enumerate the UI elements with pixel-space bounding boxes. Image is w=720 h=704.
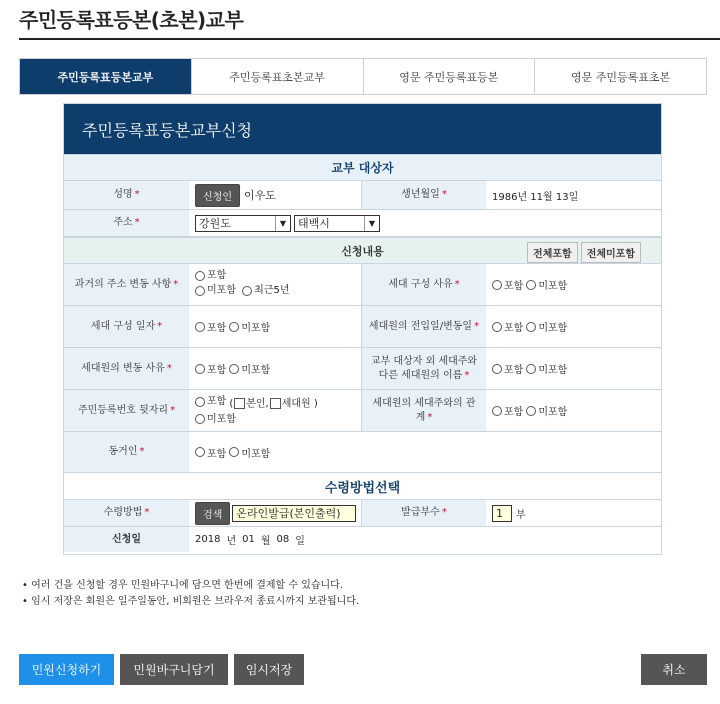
chevron-down-icon: ▼ [364, 216, 379, 231]
city-select[interactable]: 태백시 ▼ [294, 215, 380, 232]
household-date-options [189, 306, 361, 347]
apply-button[interactable]: 민원신청하기 [19, 654, 114, 685]
applicant-button[interactable]: 신청인 [195, 184, 240, 207]
tab-english-copy[interactable]: 영문 주민등록표등본 [363, 59, 535, 94]
page-title: 주민등록표등본(초본)교부 [19, 8, 244, 32]
past-address-recent5-radio[interactable]: 최근5년 [242, 283, 289, 298]
copies-value-cell [486, 500, 661, 526]
row-address [64, 210, 661, 237]
address-value-cell [189, 210, 661, 236]
section-receive: 수령방법선택 [64, 473, 661, 500]
tab-bar [19, 58, 707, 95]
cohabitant-exclude-radio[interactable]: 미포함 [229, 445, 270, 460]
row-member-change [64, 348, 661, 390]
row-cohabitant [64, 432, 661, 473]
member-change-include-radio[interactable]: 포함 [195, 361, 226, 376]
member-change-label: 세대원의 변동 사유 * [64, 348, 189, 389]
cancel-button[interactable]: 취소 [641, 654, 707, 685]
copies-input[interactable]: 1 [492, 505, 512, 522]
apply-date-value: 2018 년 01 월 08 일 [195, 534, 305, 547]
id-suffix-self-checkbox[interactable] [234, 398, 245, 409]
move-in-date-options [486, 306, 661, 347]
row-name-birth [64, 181, 661, 210]
receive-method-field[interactable]: 온라인발급(본인출력) [232, 505, 356, 522]
household-date-exclude-radio[interactable]: 미포함 [229, 319, 270, 334]
other-members-options [486, 348, 661, 389]
birth-label: 생년월일 * [361, 181, 486, 209]
chevron-down-icon: ▼ [275, 216, 290, 231]
tab-resident-abstract[interactable]: 주민등록표초본교부 [191, 59, 363, 94]
section-content [64, 237, 661, 264]
household-reason-options [486, 264, 661, 305]
move-in-date-label: 세대원의 전입일/변동일 * [361, 306, 486, 347]
add-to-basket-button[interactable]: 민원바구니담기 [120, 654, 228, 685]
member-change-options [189, 348, 361, 389]
relation-label: 세대원의 세대주와의 관계 * [361, 390, 486, 431]
past-address-exclude-radio[interactable]: 미포함 [195, 283, 236, 298]
row-receive [64, 500, 661, 527]
household-reason-label: 세대 구성 사유 * [361, 264, 486, 305]
include-all-button[interactable]: 전체포함 [527, 242, 578, 263]
application-form [63, 103, 662, 555]
id-suffix-member-checkbox[interactable] [270, 398, 281, 409]
member-change-exclude-radio[interactable]: 미포함 [229, 361, 270, 376]
household-date-label: 세대 구성 일자 * [64, 306, 189, 347]
other-members-exclude-radio[interactable]: 미포함 [526, 361, 567, 376]
row-household-date [64, 306, 661, 348]
note-item: • 여러 건을 신청할 경우 민원바구니에 담으면 한번에 결제할 수 있습니다. [22, 580, 344, 591]
other-members-label: 교부 대상자 외 세대주와 다른 세대원의 이름 * [361, 348, 486, 389]
apply-date-label: 신청일 [64, 527, 189, 552]
receive-search-button[interactable]: 검색 [195, 502, 230, 525]
relation-include-radio[interactable]: 포함 [492, 403, 523, 418]
id-suffix-label: 주민등록번호 뒷자리 * [64, 390, 189, 431]
copies-unit: 부 [516, 509, 526, 521]
exclude-all-button[interactable]: 전체미포함 [581, 242, 641, 263]
household-reason-include-radio[interactable]: 포함 [492, 277, 523, 292]
notes [22, 578, 359, 610]
move-in-date-include-radio[interactable]: 포함 [492, 319, 523, 334]
cohabitant-include-radio[interactable]: 포함 [195, 445, 226, 460]
row-id-suffix [64, 390, 661, 432]
household-reason-exclude-radio[interactable]: 미포함 [526, 277, 567, 292]
id-suffix-options: 포함 ( 본인, 세대원 ) 미포함 [189, 390, 361, 431]
other-members-include-radio[interactable]: 포함 [492, 361, 523, 376]
section-target: 교부 대상자 [64, 154, 661, 181]
move-in-date-exclude-radio[interactable]: 미포함 [526, 319, 567, 334]
past-address-options [189, 264, 361, 305]
name-label: 성명 * [64, 181, 189, 209]
receive-value-cell [189, 500, 361, 526]
receive-label: 수령방법 * [64, 500, 189, 526]
row-past-address [64, 264, 661, 306]
address-label: 주소 * [64, 210, 189, 236]
province-select[interactable]: 강원도 ▼ [195, 215, 291, 232]
form-title: 주민등록표등본교부신청 [64, 104, 661, 154]
name-value: 이우도 [243, 189, 276, 202]
household-date-include-radio[interactable]: 포함 [195, 319, 226, 334]
tab-english-abstract[interactable]: 영문 주민등록표초본 [534, 59, 706, 94]
temp-save-button[interactable]: 임시저장 [234, 654, 304, 685]
relation-exclude-radio[interactable]: 미포함 [526, 403, 567, 418]
title-divider [19, 38, 720, 40]
cohabitant-label: 동거인 * [64, 432, 189, 472]
section-content-label: 신청내용 [341, 244, 384, 258]
relation-options [486, 390, 661, 431]
past-address-label: 과거의 주소 변동 사항 * [64, 264, 189, 305]
row-apply-date [64, 527, 661, 552]
past-address-include-radio[interactable]: 포함 [195, 268, 226, 283]
birth-value: 1986년 11월 13일 [492, 191, 579, 203]
copies-label: 발급부수 * [361, 500, 486, 526]
cohabitant-options [189, 432, 661, 472]
tab-resident-copy[interactable]: 주민등록표등본교부 [20, 59, 191, 94]
id-suffix-include-radio[interactable]: 포함 [195, 394, 226, 409]
name-value-cell [189, 181, 361, 209]
id-suffix-exclude-radio[interactable]: 미포함 [195, 412, 236, 427]
note-item: • 임시 저장은 회원은 일주일동안, 비회원은 브라우저 종료시까지 보관됩니다. [22, 596, 360, 607]
